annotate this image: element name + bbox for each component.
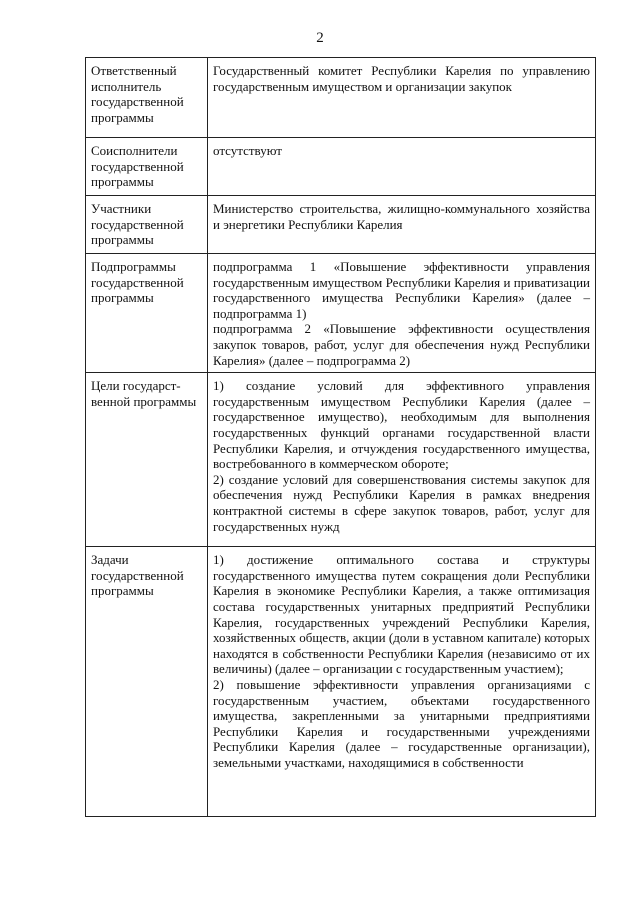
row-label-responsible-executor: Ответственный исполнитель государственной программы [86,58,208,138]
paragraph: Государственный комитет Республики Карелия по управлению государственным имуществом и организации закупок [213,63,590,94]
row-value-tasks [208,547,596,817]
row-label-goals: Цели государст-венной программы [86,373,208,547]
row-label-subprograms: Подпрограммы государственной программы [86,254,208,373]
table-row-responsible-executor [86,58,596,138]
row-value-goals [208,373,596,547]
row-value-co-executors [208,138,596,196]
table-row-subprograms [86,254,596,373]
paragraph: 2) создание условий для совершенствования системы закупок для обеспечения нужд Республики Карелия в рамках внедрения контрактной системы в сфере закупок товаров, работ, услуг для государственных нужд [213,471,590,534]
row-value-responsible-executor [208,58,596,138]
paragraph: 2) повышение эффективности управления организациями с государственным участием, объектами государственного имущества, закрепленными за унитарными предприятиями Республики Карелия и государственными учреждениями Республики Карелия (далее – государственные организации), земельными участками, находящимися в собственности [213,676,590,770]
paragraph: 1) создание условий для эффективного управления государственным имуществом Республики Карелия (далее – государственное имущество), необходимым для выполнения государственных функций органами государственной власти Республики Карелия, и отчуждения государственного имущества, востребованного в коммерческом обороте; [213,378,590,472]
program-passport-table [85,57,596,817]
row-label-co-executors: Соисполнители государственной программы [86,138,208,196]
table-row-participants [86,196,596,254]
table-row-tasks [86,547,596,817]
paragraph: 1) достижение оптимального состава и структуры государственного имущества путем сокращения доли Республики Карелия в экономике Республики Карелия, а также оптимизация состава государственных унитарных предприятий Республики Карелия, государственных учреждений Республики Карелия, хозяйственных обществ, акции (доли в уставном капитале) которых находятся в собственности Республики Карелия (независимо от их величины) (далее – организации с государственным участием); [213,552,590,677]
paragraph: отсутствуют [213,143,282,158]
row-label-tasks: Задачи государственной программы [86,547,208,817]
table-row-goals [86,373,596,547]
row-value-subprograms [208,254,596,373]
page-number: 2 [316,30,324,46]
row-value-participants [208,196,596,254]
row-label-participants: Участники государственной программы [86,196,208,254]
paragraph: подпрограмма 1 «Повышение эффективности управления государственным имуществом Республики Карелия и приватизации государственного имущества Республики Карелия» (далее – подпрограмма 1) [213,259,590,321]
paragraph: подпрограмма 2 «Повышение эффективности осуществления закупок товаров, работ, услуг для обеспечения нужд Республики Карелия» (далее – подпрограмма 2) [213,321,590,368]
table-row-co-executors [86,138,596,196]
paragraph: Министерство строительства, жилищно-коммунального хозяйства и энергетики Республики Карелия [213,201,590,232]
